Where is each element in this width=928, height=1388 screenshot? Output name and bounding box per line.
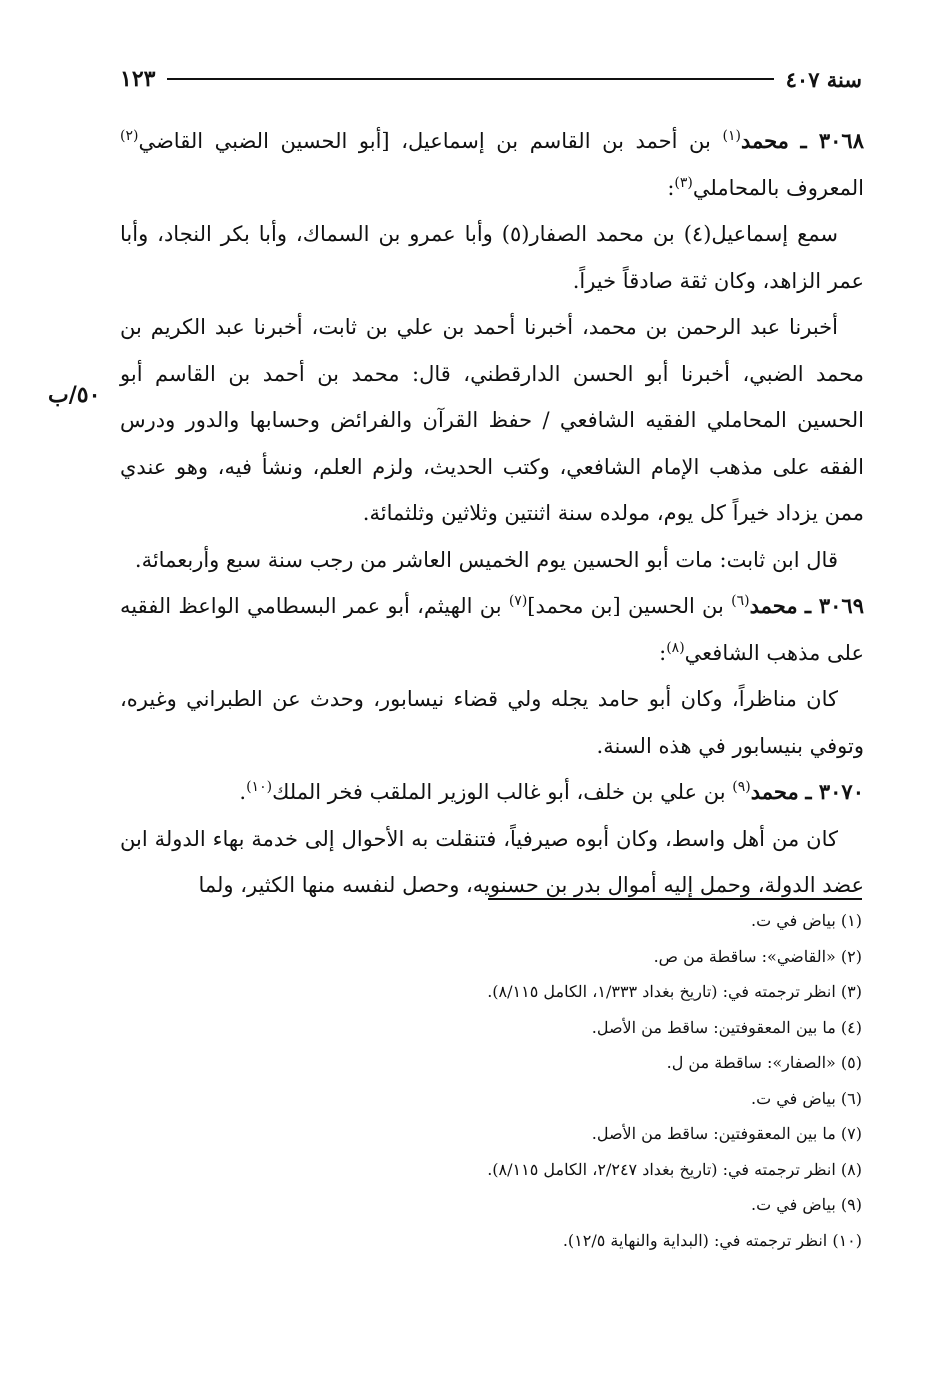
footnote: (١٠) انظر ترجمته في: (البداية والنهاية ١٢/٥).: [562, 1230, 862, 1250]
entry-heading-text: :: [667, 175, 675, 200]
footnote: (٩) بياض في ت.: [751, 1195, 862, 1214]
footnote-ref: (٦): [731, 593, 750, 609]
entry-paragraph: أخبرنا عبد الرحمن بن محمد، أخبرنا أحمد بن علي بن ثابت، أخبرنا عبد الكريم بن محمد الضبي، أخبرنا أبو الحسن الدارقطني، قال: محمد بن أحمد بن القاسم أبو الحسين المحاملي الفقيه الشافعي / حفظ القرآن والفرائض وحسابها والدور ودرس الفقه على مذهب الإمام الشافعي، وكتب الحديث، ولزم العلم، ونشأ فيه، وهو عندي ممن يزداد خيراً كل يوم، مولده سنة اثنتين وثلاثين وثلثمائة.: [120, 315, 864, 525]
footnotes: [120, 903, 862, 1258]
entry-paragraph: سمع إسماعيل(٤) بن محمد الصفار(٥) وأبا عمرو بن السماك، وأبا بكر النجاد، وأبا عمر الزاهد، وكان ثقة صادقاً خيراً.: [120, 222, 864, 293]
entry-heading-text: بن أحمد بن القاسم بن إسماعيل، [أبو الحسين الضبي القاضي: [138, 129, 711, 153]
entry-heading-text: .: [239, 780, 247, 804]
footnote: (١) بياض في ت.: [751, 911, 862, 930]
footnote-ref: (١٠): [246, 779, 273, 795]
margin-folio-note: ٥٠/ب: [48, 382, 101, 408]
footnote: (٨) انظر ترجمته في: (تاريخ بغداد ٢/٢٤٧، الكامل ٨/١١٥).: [487, 1159, 862, 1179]
footnote-ref: (٨): [666, 639, 685, 656]
footnote: (٣) انظر ترجمته في: (تاريخ بغداد ١/٣٣٣، الكامل ٨/١١٥).: [487, 982, 862, 1001]
entry-paragraph: كان من أهل واسط، وكان أبوه صيرفياً، فتنقلت به الأحوال إلى خدمة بهاء الدولة ابن عضد الدولة، وحمل إليه أموال بدر بن حسنويه، وحصل لنفسه منها الكثير، ولما: [120, 826, 864, 897]
footnote-ref: (٣): [674, 174, 693, 191]
running-head: سنة ٤٠٧: [785, 66, 862, 92]
page-header: [120, 62, 862, 96]
entry-heading-text: بن الهيثم، أبو عمر البسطامي الواعظ الفقيه على مذهب الشافعي: [120, 594, 864, 665]
entry-number: ٣٠٦٩ ـ: [804, 593, 864, 618]
entry-heading-text: المعروف بالمحاملي: [692, 175, 864, 200]
entry-heading: [120, 769, 864, 816]
entry-heading-text: بن الحسين [بن محمد]: [527, 594, 724, 618]
entry-name: محمد: [740, 128, 789, 153]
footnote: (٦) بياض في ت.: [751, 1088, 862, 1108]
main-text: [120, 118, 864, 909]
entry-name: محمد: [750, 779, 799, 804]
footnote: (٧) ما بين المعقوفتين: ساقط من الأصل.: [591, 1124, 862, 1143]
entry-number: ٣٠٧٠ ـ: [805, 779, 864, 804]
header-rule: [167, 78, 773, 80]
entry-paragraph: قال ابن ثابت: مات أبو الحسين يوم الخميس العاشر من رجب سنة سبع وأربعمائة.: [134, 547, 838, 572]
entry-paragraph: كان مناظراً، وكان أبو حامد يجله ولي قضاء نيسابور، وحدث عن الطبراني وغيره، وتوفي بنيسابور في هذه السنة.: [120, 687, 864, 758]
footnote-ref: (٢): [120, 128, 139, 144]
footnote: (٢) «القاضي»: ساقطة من ص.: [653, 946, 862, 966]
footnote-rule: [488, 898, 862, 900]
footnote-ref: (١): [722, 128, 741, 144]
entry-heading-text: :: [659, 640, 667, 665]
footnote-ref: (٩): [732, 779, 751, 795]
entry-heading: [120, 118, 864, 211]
entry-number: ٣٠٦٨ ـ: [800, 128, 864, 153]
entry-heading-text: بن علي بن خلف، أبو غالب الوزير الملقب فخر الملك: [272, 780, 726, 804]
footnote: (٤) ما بين المعقوفتين: ساقط من الأصل.: [591, 1017, 862, 1037]
footnote: (٥) «الصفار»: ساقطة من ل.: [666, 1053, 862, 1072]
entry-name: محمد: [749, 593, 798, 618]
page-number: ١٢٣: [120, 66, 156, 92]
footnote-ref: (٧): [508, 593, 528, 609]
entry-heading: [120, 583, 864, 676]
